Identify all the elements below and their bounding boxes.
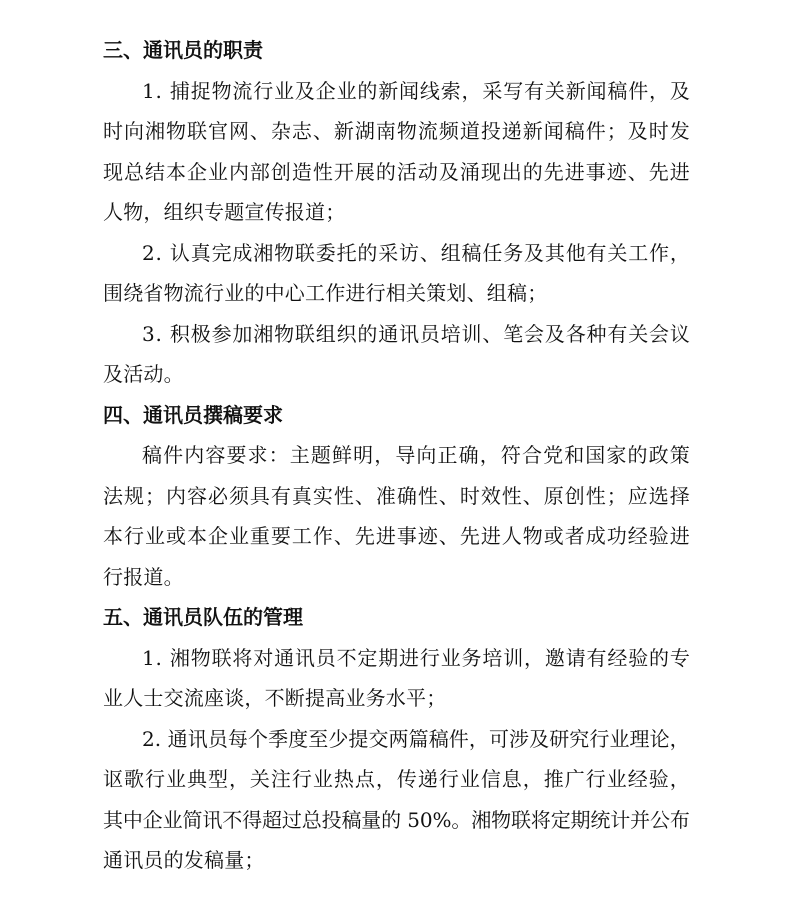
section-heading: 三、通讯员的职责 (103, 38, 263, 62)
section-heading: 四、通讯员撰稿要求 (103, 402, 283, 427)
paragraph-line: 2. 认真完成湘物联委托的采访、组稿任务及其他有关工作， (142, 240, 691, 265)
section-heading: 五、通讯员队伍的管理 (103, 605, 303, 629)
paragraph-line: 法规；内容必须具有真实性、准确性、时效性、原创性；应选择 (103, 483, 691, 508)
paragraph-line: 围绕省物流行业的中心工作进行相关策划、组稿； (103, 281, 548, 305)
paragraph-line: 及活动。 (103, 362, 184, 386)
paragraph-line: 现总结本企业内部创造性开展的活动及涌现出的先进事迹、先进 (103, 159, 691, 184)
paragraph-line: 业人士交流座谈，不断提高业务水平； (103, 686, 447, 710)
paragraph-line: 1. 湘物联将对通讯员不定期进行业务培训，邀请有经验的专 (142, 645, 691, 670)
paragraph-line: 其中企业简讯不得超过总投稿量的 50%。湘物联将定期统计并公布 (103, 807, 690, 832)
paragraph-line: 行报道。 (103, 564, 184, 589)
paragraph-line: 3. 积极参加湘物联组织的通讯员培训、笔会及各种有关会议 (142, 321, 691, 346)
paragraph-line: 通讯员的发稿量； (103, 848, 265, 872)
paragraph-line: 稿件内容要求：主题鲜明，导向正确，符合党和国家的政策 (142, 443, 691, 467)
paragraph-line: 本行业或本企业重要工作、先进事迹、先进人物或者成功经验进 (103, 524, 691, 548)
paragraph-line: 1. 捕捉物流行业及企业的新闻线索，采写有关新闻稿件，及 (142, 78, 691, 103)
paragraph-line: 人物，组织专题宣传报道； (103, 200, 346, 224)
paragraph-line: 2. 通讯员每个季度至少提交两篇稿件，可涉及研究行业理论， (142, 726, 690, 751)
paragraph-line: 时向湘物联官网、杂志、新湖南物流频道投递新闻稿件；及时发 (103, 119, 691, 143)
paragraph-line: 讴歌行业典型，关注行业热点，传递行业信息，推广行业经验， (103, 767, 691, 791)
